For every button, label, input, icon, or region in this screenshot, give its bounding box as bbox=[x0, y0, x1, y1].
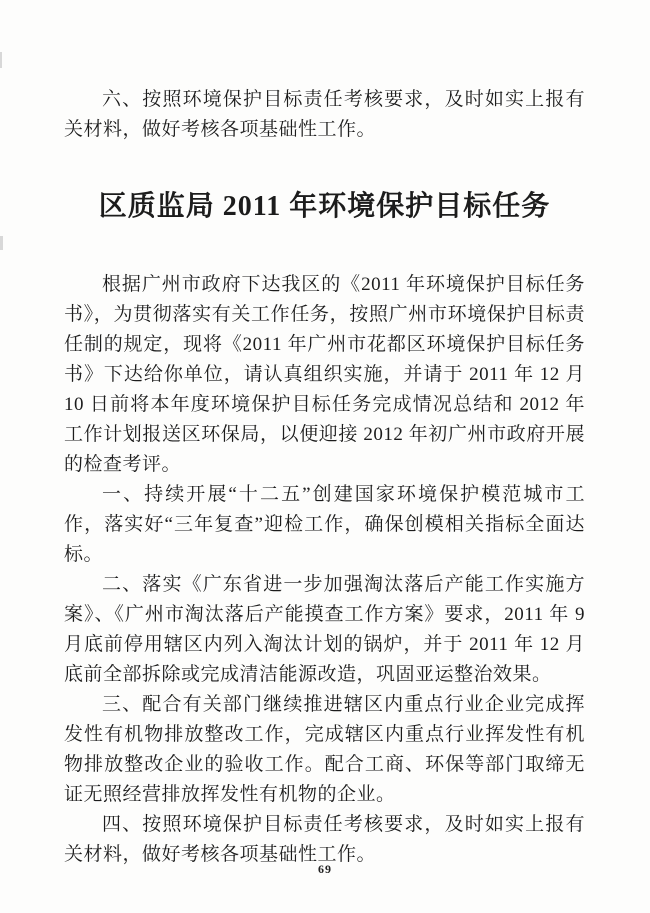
scan-artifact-mark bbox=[0, 236, 3, 250]
page-number: 69 bbox=[318, 862, 332, 876]
document-title: 区质监局 2011 年环境保护目标任务 bbox=[98, 191, 551, 222]
list-item-paragraph-3: 三、配合有关部门继续推进辖区内重点行业企业完成挥发性有机物排放整改工作，完成辖区内重点行业挥发性有机物排放整改企业的验收工作。配合工商、环保等部门取缔无证无照经营排放挥发性有机物的企业。 bbox=[64, 694, 585, 805]
list-item-paragraph-4: 四、按照环境保护目标责任考核要求，及时如实上报有关材料，做好考核各项基础性工作。 bbox=[64, 814, 585, 865]
scan-artifact-mark bbox=[0, 52, 2, 68]
body-paragraph: 根据广州市政府下达我区的《2011 年环境保护目标任务书》，为贯彻落实有关工作任务，按照广州市环境保护目标责任制的规定，现将《2011 年广州市花都区环境保护目标任务书》下达给你单位，请认真组织实施，并请于 2011 年 12 月 10 日前将本年度环境保护目标任务完成情况总结和 2012 年工作计划报送区环保局，以便迎接 2012 年初广州市政府开展的检查考评。 bbox=[64, 274, 585, 475]
intro-item-paragraph: 六、按照环境保护目标责任考核要求，及时如实上报有关材料，做好考核各项基础性工作。 bbox=[64, 89, 585, 140]
list-item-paragraph-1: 一、持续开展“十二五”创建国家环境保护模范城市工作，落实好“三年复查”迎检工作，确保创模相关指标全面达标。 bbox=[64, 484, 585, 565]
list-item-paragraph-2: 二、落实《广东省进一步加强淘汰落后产能工作实施方案》、《广州市淘汰落后产能摸查工作方案》要求，2011 年 9 月底前停用辖区内列入淘汰计划的锅炉，并于 2011 年 12 月底前全部拆除或完成清洁能源改造，巩固亚运整治效果。 bbox=[64, 574, 585, 685]
document-body bbox=[64, 85, 585, 870]
